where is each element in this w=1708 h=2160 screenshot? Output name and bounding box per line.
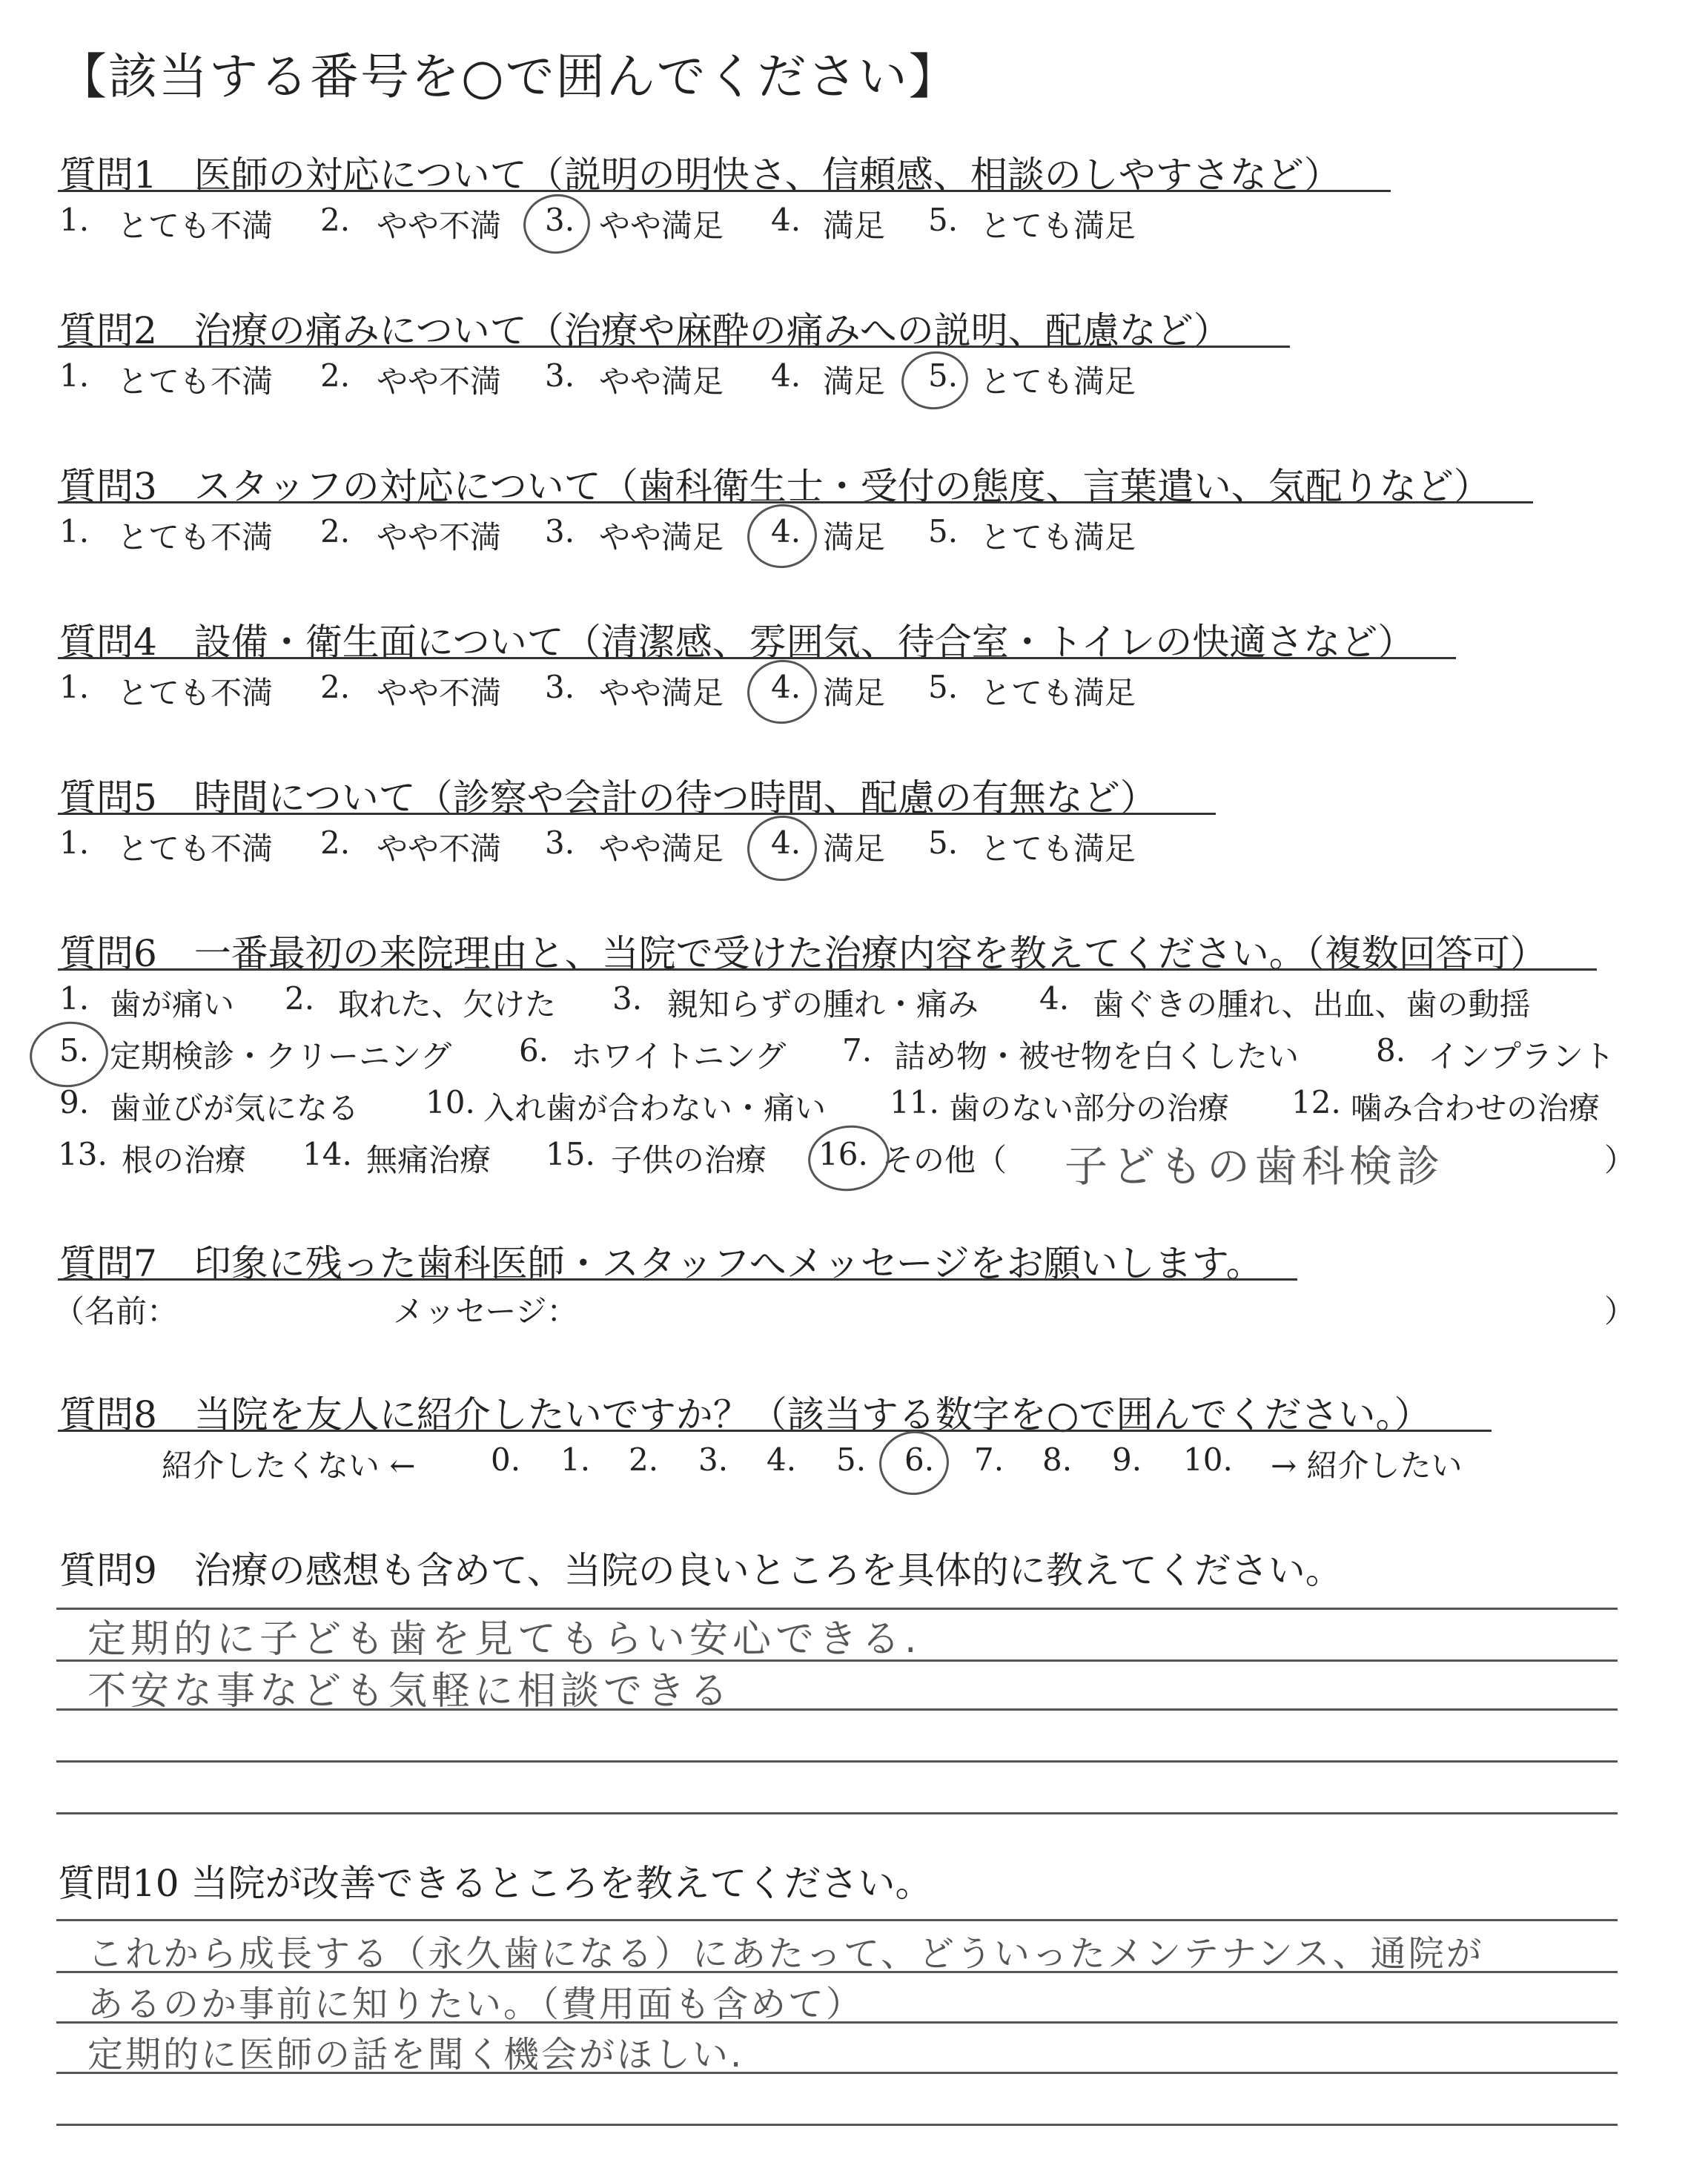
q6-opt-15-text: 子供の治療 [611,1142,767,1178]
q8-num-3[interactable]: 3. [698,1441,729,1478]
q9-answer-line-5 [56,1812,1618,1814]
q3-opt-1-text: とても不満 [117,519,274,555]
q8-num-8[interactable]: 8. [1042,1441,1073,1478]
q6-opt-8-text: インプラント [1428,1038,1615,1074]
q6-opt-1-num[interactable]: 1. [59,980,90,1017]
q5-opt-2-text: やや不満 [377,830,502,867]
q5-opt-4-num[interactable]: 4. [771,825,801,861]
q1-opt-4-num[interactable]: 4. [771,202,801,238]
q7-message-label: メッセージ： [393,1293,578,1330]
q6-opt-14-num[interactable]: 14. [302,1136,352,1172]
q3-opt-3-num[interactable]: 3. [545,513,575,549]
question-7-underline [58,1278,1297,1281]
page-title: 【該当する番号を○で囲んでください】 [58,48,959,105]
q1-opt-3-num[interactable]: 3. [545,202,575,238]
q8-num-10[interactable]: 10. [1183,1441,1233,1478]
question-6-label: 質問6 一番最初の来院理由と、当院で受けた治療内容を教えてください。（複数回答可） [59,932,1547,975]
q6-opt-3-text: 親知らずの腫れ・痛み [667,986,979,1023]
q6-opt-2-num[interactable]: 2. [285,980,315,1017]
q5-opt-3-num[interactable]: 3. [545,825,575,861]
q10-answer-text-2[interactable]: あるのか事前に知りたい。（費用面も含めて） [87,1984,864,2025]
q9-answer-line-4 [56,1760,1618,1763]
q6-opt-4-num[interactable]: 4. [1039,980,1070,1017]
q3-opt-1-num[interactable]: 1. [59,513,90,549]
q9-answer-text-1[interactable]: 定期的に子ども歯を見てもらい安心できる. [87,1617,921,1662]
q6-opt-3-num[interactable]: 3. [612,980,643,1017]
q2-opt-1-num[interactable]: 1. [59,357,90,394]
q6-opt-11-text: 歯のない部分の治療 [949,1090,1230,1126]
q7-close: ） [1604,1293,1636,1330]
question-3-underline [58,501,1533,503]
q2-opt-2-num[interactable]: 2. [320,357,351,394]
q8-num-7[interactable]: 7. [974,1441,1004,1478]
q6-opt-7-num[interactable]: 7. [842,1032,873,1069]
q6-opt-6-text: ホワイトニング [571,1038,787,1074]
q10-answer-line-5 [56,2124,1618,2126]
question-5-underline [58,813,1216,815]
q7-name-label: （名前： [53,1293,179,1330]
q5-opt-5-num[interactable]: 5. [928,825,959,861]
question-1-underline [58,190,1391,192]
question-9-label: 質問9 治療の感想も含めて、当院の良いところを具体的に教えてください。 [59,1549,1343,1592]
q6-opt-10-num[interactable]: 10. [426,1084,475,1120]
question-2-underline [58,346,1290,348]
question-8-underline [58,1430,1492,1432]
question-7-label: 質問7 印象に残った歯科医師・スタッフへメッセージをお願いします。 [59,1242,1263,1285]
q6-opt-8-num[interactable]: 8. [1376,1032,1406,1069]
q4-opt-1-text: とても不満 [117,675,274,711]
q8-num-6[interactable]: 6. [904,1441,935,1478]
q1-opt-1-num[interactable]: 1. [59,202,90,238]
q3-selection-circle [743,500,821,572]
q6-opt-7-text: 詰め物・被せ物を白くしたい [894,1038,1300,1074]
question-4-label: 質問4 設備・衛生面について（清潔感、雰囲気、待合室・トイレの快適さなど） [59,621,1415,664]
q6-opt-13-num[interactable]: 13. [58,1136,107,1172]
q4-opt-4-text: 満足 [823,675,886,711]
q3-opt-2-text: やや不満 [377,519,502,555]
q6-opt-9-text: 歯並びが気になる [110,1090,360,1126]
q4-selection-circle [743,655,821,728]
q8-num-4[interactable]: 4. [767,1441,797,1478]
q6-opt-2-text: 取れた、欠けた [338,986,557,1023]
q6-opt-5-selection-circle [25,1017,112,1092]
q4-opt-5-num[interactable]: 5. [928,669,959,705]
question-5-label: 質問5 時間について（診察や会計の待つ時間、配慮の有無など） [59,776,1157,819]
q9-answer-text-2[interactable]: 不安な事なども気軽に相談できる [87,1669,733,1714]
q3-opt-3-text: やや満足 [599,519,724,555]
question-10-label: 質問10 当院が改善できるところを教えてください。 [58,1862,933,1905]
q2-opt-3-text: やや満足 [599,363,724,400]
question-6-underline [58,968,1597,971]
q6-other-answer[interactable]: 子どもの歯科検診 [1065,1141,1445,1192]
q4-opt-3-text: やや満足 [599,675,724,711]
q6-opt-13-text: 根の治療 [122,1142,247,1178]
q8-num-9[interactable]: 9. [1112,1441,1142,1478]
q8-num-2[interactable]: 2. [629,1441,659,1478]
question-8-label: 質問8 当院を友人に紹介したいですか？（該当する数字を○で囲んでください。） [59,1393,1431,1436]
q1-opt-5-num[interactable]: 5. [928,202,959,238]
q6-opt-9-num[interactable]: 9. [59,1084,90,1120]
q3-opt-5-num[interactable]: 5. [928,513,959,549]
q8-right-label: → 紹介したい [1271,1447,1463,1484]
q3-opt-4-text: 満足 [823,519,886,555]
q6-opt-14-text: 無痛治療 [366,1142,491,1178]
q6-opt-10-text: 入れ歯が合わない・痛い [483,1090,827,1126]
q2-opt-1-text: とても不満 [117,363,274,400]
q1-opt-2-num[interactable]: 2. [320,202,351,238]
q6-opt-4-text: 歯ぐきの腫れ、出血、歯の動揺 [1093,986,1531,1023]
q5-selection-circle [743,811,821,885]
q6-opt-16-text: その他（ [882,1142,1007,1178]
q1-opt-4-text: 満足 [823,208,886,244]
q4-opt-1-num[interactable]: 1. [59,669,90,705]
q2-selection-circle [898,347,972,414]
q6-opt-16-selection-circle [804,1120,893,1196]
q6-opt-6-num[interactable]: 6. [519,1032,549,1069]
q6-opt-11-num[interactable]: 11. [890,1084,939,1120]
q6-other-close: ） [1604,1142,1636,1178]
q4-opt-2-num[interactable]: 2. [320,669,351,705]
q2-opt-2-text: やや不満 [377,363,502,400]
q2-opt-4-num[interactable]: 4. [771,357,801,394]
question-1-label: 質問1 医師の対応について（説明の明快さ、信頼感、相談のしやすさなど） [59,153,1341,196]
q6-opt-16-num[interactable]: 16. [818,1136,868,1172]
q6-opt-12-text: 噛み合わせの治療 [1351,1090,1601,1126]
q8-num-0[interactable]: 0. [491,1441,521,1478]
q4-opt-2-text: やや不満 [377,675,502,711]
q6-opt-5-text: 定期検診・クリーニング [110,1038,452,1074]
q8-num-1[interactable]: 1. [560,1441,591,1478]
q2-opt-4-text: 満足 [823,363,886,400]
q2-opt-5-num[interactable]: 5. [928,357,959,394]
q3-opt-4-num[interactable]: 4. [771,513,801,549]
q5-opt-1-text: とても不満 [117,830,274,867]
q2-opt-3-num[interactable]: 3. [545,357,575,394]
q4-opt-3-num[interactable]: 3. [545,669,575,705]
q1-opt-2-text: やや不満 [377,208,502,244]
q4-opt-5-text: とても満足 [980,675,1136,711]
q1-opt-1-text: とても不満 [117,208,274,244]
question-2-label: 質問2 治療の痛みについて（治療や麻酔の痛みへの説明、配慮など） [59,309,1231,352]
q1-selection-circle [520,190,594,258]
q6-opt-15-num[interactable]: 15. [546,1136,595,1172]
q8-num-5[interactable]: 5. [836,1441,867,1478]
q5-opt-1-num[interactable]: 1. [59,825,90,861]
q6-opt-1-text: 歯が痛い [110,986,235,1023]
q3-opt-2-num[interactable]: 2. [320,513,351,549]
q1-opt-5-text: とても満足 [980,208,1136,244]
q10-answer-line-1 [56,1919,1618,1921]
q10-answer-text-1[interactable]: これから成長する（永久歯になる）にあたって、どういったメンテナンス、通院が [87,1933,1484,1975]
q6-opt-12-num[interactable]: 12. [1291,1084,1341,1120]
q3-opt-5-text: とても満足 [980,519,1136,555]
q6-opt-5-num[interactable]: 5. [59,1032,90,1069]
question-3-label: 質問3 スタッフの対応について（歯科衛生士・受付の態度、言葉遣い、気配りなど） [59,465,1491,508]
q8-left-label: 紹介したくない ← [162,1447,416,1484]
q5-opt-5-text: とても満足 [980,830,1136,867]
q5-opt-2-num[interactable]: 2. [320,825,351,861]
q5-opt-3-text: やや満足 [599,830,724,867]
q10-answer-text-3[interactable]: 定期的に医師の話を聞く機会がほしい. [87,2034,744,2075]
q2-opt-5-text: とても満足 [980,363,1136,400]
q5-opt-4-text: 満足 [823,830,886,867]
q1-opt-3-text: やや満足 [599,208,724,244]
question-4-underline [58,657,1456,659]
q4-opt-4-num[interactable]: 4. [771,669,801,705]
